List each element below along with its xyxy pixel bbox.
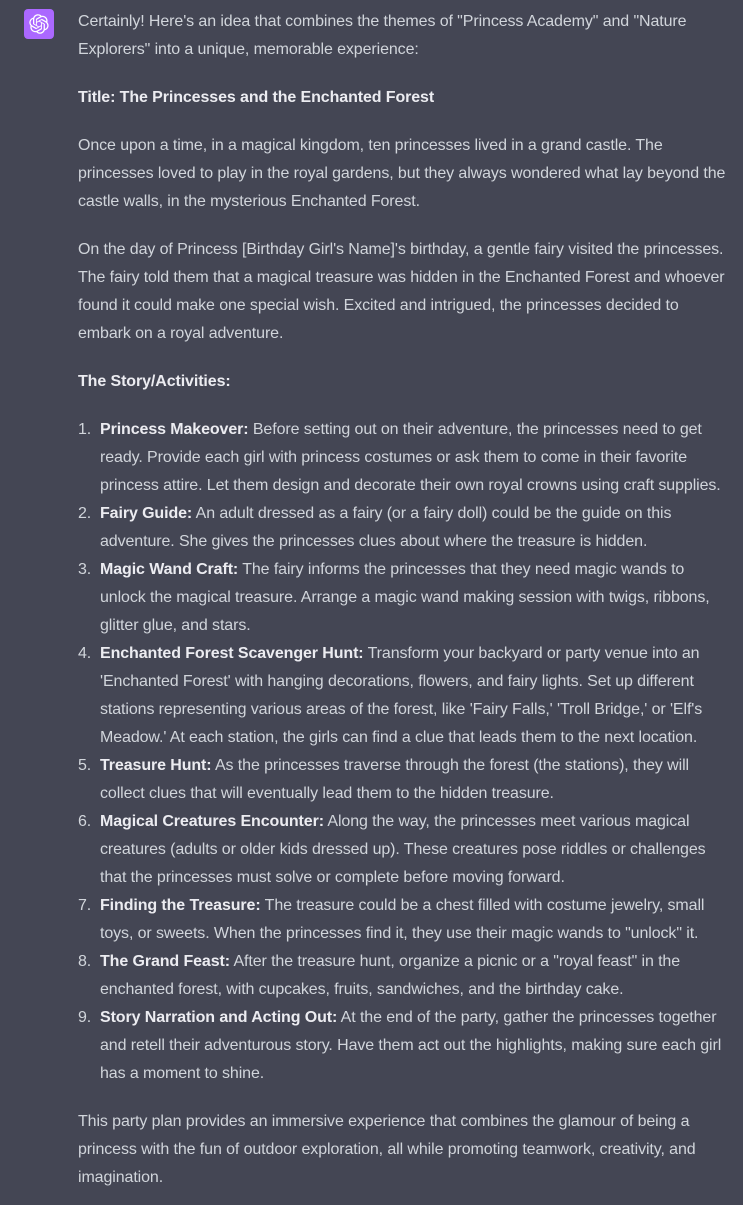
activity-item <box>78 808 730 892</box>
activity-body <box>100 640 730 752</box>
activity-item <box>78 1004 730 1088</box>
activity-number: 7. <box>78 897 92 914</box>
activity-number: 1. <box>78 421 92 438</box>
activity-number: 2. <box>78 505 92 522</box>
activity-number: 8. <box>78 953 92 970</box>
activity-number: 9. <box>78 1009 92 1026</box>
message-content <box>78 8 730 1192</box>
activity-text: At the end of the party, gather the princesses together and retell their adventurous story. Have them act out the highlights, making sure each girl has a moment to shine. <box>100 1009 722 1082</box>
activity-body <box>100 500 730 556</box>
activity-body <box>100 416 730 500</box>
activity-number: 4. <box>78 645 92 662</box>
activity-number: 3. <box>78 561 92 578</box>
openai-logo-icon <box>29 14 49 34</box>
activity-body <box>100 1004 730 1088</box>
activity-item <box>78 500 730 556</box>
assistant-avatar <box>24 9 54 39</box>
activity-label: Story Narration and Acting Out: <box>100 1009 338 1026</box>
activity-item <box>78 640 730 752</box>
activities-list <box>78 416 730 1088</box>
activity-item <box>78 892 730 948</box>
activity-item <box>78 416 730 500</box>
activity-label: Magic Wand Craft: <box>100 561 239 578</box>
activity-number: 6. <box>78 813 92 830</box>
activity-text: The treasure could be a chest filled with costume jewelry, small toys, or sweets. When the princesses find it, they use their magic wands to "unlock" it. <box>100 897 705 942</box>
activity-label: The Grand Feast: <box>100 953 230 970</box>
activity-text: An adult dressed as a fairy (or a fairy doll) could be the guide on this adventure. She gives the princesses clues about where the treasure is hidden. <box>100 505 672 550</box>
activity-label: Treasure Hunt: <box>100 757 212 774</box>
story-paragraph-1: Once upon a time, in a magical kingdom, ten princesses lived in a grand castle. The princesses loved to play in the royal gardens, but they always wondered what lay beyond the castle walls, in the mysterious Enchanted Forest. <box>78 137 726 210</box>
activities-heading: The Story/Activities: <box>78 373 231 390</box>
activity-text: The fairy informs the princesses that they need magic wands to unlock the magical treasure. Arrange a magic wand making session with twigs, ribbons, glitter glue, and stars. <box>100 561 710 634</box>
activity-body <box>100 808 730 892</box>
activity-text: Along the way, the princesses meet various magical creatures (adults or older kids dressed up). These creatures pose riddles or challenges that the princesses must solve or complete before moving forward. <box>100 813 706 886</box>
activity-number: 5. <box>78 757 92 774</box>
story-paragraph-2: On the day of Princess [Birthday Girl's Name]'s birthday, a gentle fairy visited the princesses. The fairy told them that a magical treasure was hidden in the Enchanted Forest and whoever found it could make one special wish. Excited and intrigued, the princesses decided to embark on a royal adventure. <box>78 241 725 342</box>
activity-item <box>78 556 730 640</box>
activity-item <box>78 948 730 1004</box>
activity-body <box>100 892 730 948</box>
activity-label: Magical Creatures Encounter: <box>100 813 324 830</box>
activity-text: Transform your backyard or party venue into an 'Enchanted Forest' with hanging decorations, flowers, and fairy lights. Set up different stations representing various areas of the forest, like 'Fairy Falls,' 'Troll Bridge,' or 'Elf's Meadow.' At each station, the girls can find a clue that leads them to the next location. <box>100 645 703 746</box>
activity-label: Enchanted Forest Scavenger Hunt: <box>100 645 364 662</box>
activity-body <box>100 948 730 1004</box>
closing-paragraph: This party plan provides an immersive experience that combines the glamour of being a princess with the fun of outdoor exploration, all while promoting teamwork, creativity, and imagination. <box>78 1113 696 1186</box>
activity-text: Before setting out on their adventure, the princesses need to get ready. Provide each girl with princess costumes or ask them to come in their favorite princess attire. Let them design and decorate their own royal crowns using craft supplies. <box>100 421 721 494</box>
activity-text: After the treasure hunt, organize a picnic or a "royal feast" in the enchanted forest, with cupcakes, fruits, sandwiches, and the birthday cake. <box>100 953 681 998</box>
activity-text: As the princesses traverse through the forest (the stations), they will collect clues that will eventually lead them to the hidden treasure. <box>100 757 689 802</box>
story-title: Title: The Princesses and the Enchanted Forest <box>78 89 435 106</box>
activity-item <box>78 752 730 808</box>
activity-label: Princess Makeover: <box>100 421 249 438</box>
intro-paragraph: Certainly! Here's an idea that combines the themes of "Princess Academy" and "Nature Explorers" into a unique, memorable experience: <box>78 13 687 58</box>
activity-label: Fairy Guide: <box>100 505 193 522</box>
activity-body <box>100 752 730 808</box>
activity-label: Finding the Treasure: <box>100 897 261 914</box>
activity-body <box>100 556 730 640</box>
